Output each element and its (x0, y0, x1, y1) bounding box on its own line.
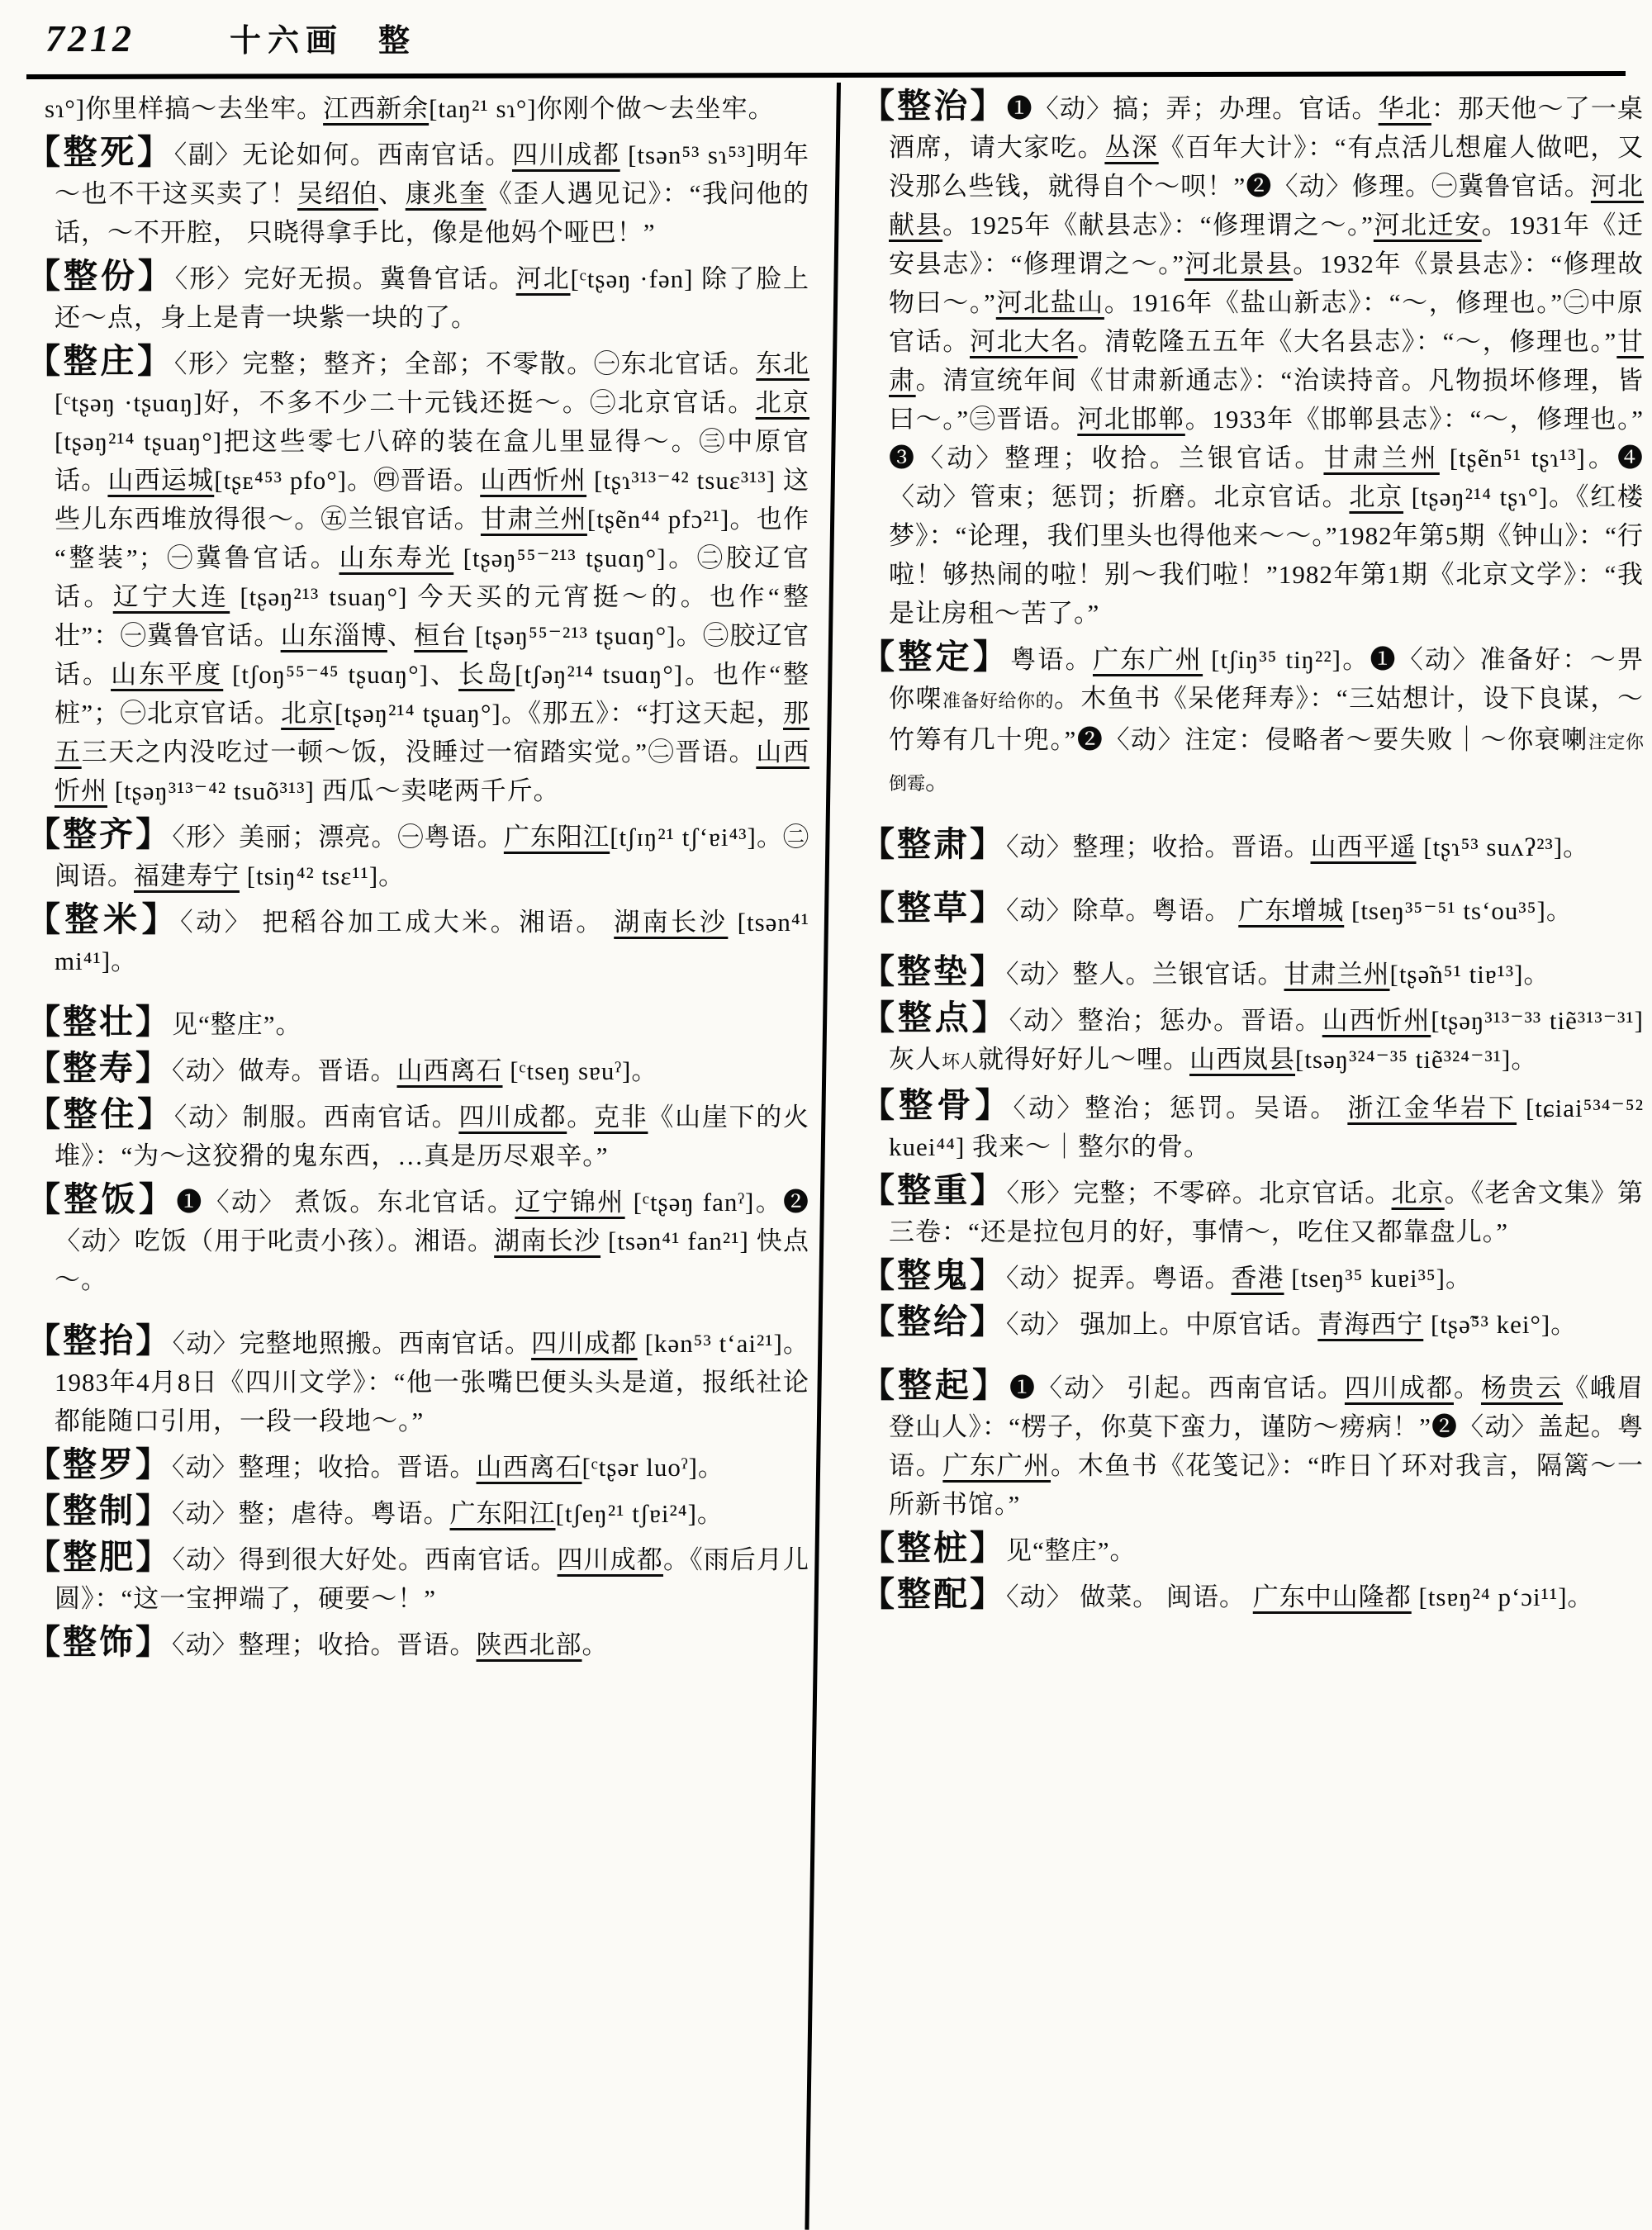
entry-text: [tsən⁴¹ fan²¹] 快点～。 (55, 1226, 810, 1294)
entry-headword: 【整死】 (26, 133, 174, 171)
entry-text: 〈动〉整人。兰银官话。 (1006, 960, 1284, 989)
entry-text: [tseŋ³⁵ kuɐi³⁵]。 (1284, 1264, 1472, 1293)
entry-text: [tʂə̃⁵³ kei°]。 (1423, 1310, 1578, 1339)
place-name: 杨贵云 (1480, 1374, 1564, 1402)
entry-text: [tʂəŋ³¹³⁻⁴² tsuõ³¹³] 西瓜～卖咾两千斤。 (107, 776, 560, 805)
place-name: 东北 (756, 349, 810, 378)
entry-text: [ᶜtseŋ sɐuˀ]。 (502, 1056, 658, 1085)
left-column (26, 89, 809, 1672)
page-header (45, 15, 410, 60)
entry-text: [tʂəŋ²¹⁴ tʂuaŋ°]。《那五》：“打这天起， (335, 699, 783, 728)
place-name: 山西离石 (476, 1453, 582, 1482)
entry-text: 。1925年《献县志》：“修理谓之～。” (942, 211, 1374, 240)
place-name: 广东增城 (1238, 896, 1345, 925)
entry-text: [tʂəŋ⁵⁵⁻²¹³ tʂuɑŋ°]。㊁胶辽官话。 (55, 621, 810, 689)
place-name: 河北盐山 (995, 288, 1104, 317)
entry-text: 。1933年《邯郸县志》：“～，修理也。”❸〈动〉整理；收拾。兰银官话。 (889, 405, 1644, 472)
place-name: 福建寿宁 (134, 861, 240, 890)
place-name: 桓台 (414, 621, 468, 650)
continuation-paragraph (26, 89, 809, 128)
entry-text: [tʂɿ³¹³⁻⁴² tsuɛ³¹³] 这些儿东西堆放得很～。㊄兰银官话。 (55, 466, 810, 534)
entry-headword: 【整鬼】 (861, 1256, 1006, 1294)
entry-text: 《百年大计》：“有点活儿想雇人做吧，又没那么些钱，就得自个～呗！”❷〈动〉修理。㊀冀鲁官话。 (889, 133, 1645, 201)
place-name: 辽宁锦州 (515, 1188, 625, 1217)
dictionary-entry (861, 1086, 1645, 1166)
entry-text: 。 (567, 1103, 594, 1132)
dictionary-entry (861, 640, 1644, 803)
entry-text: [ᶜtʂəŋ ·fən] 除了脸上还～点，身上是青一块紫一块的了。 (55, 264, 810, 332)
dictionary-entry (26, 344, 809, 810)
entry-text: [tʃoŋ⁵⁵⁻⁴⁵ tʂuɑŋ°]、 (223, 660, 459, 689)
dictionary-entry (861, 891, 1644, 930)
entry-text: 。清乾隆五五年《大名县志》：“～，修理也。” (1077, 327, 1617, 356)
entry-text: 。 (1453, 1374, 1481, 1402)
entry-text: [tʂəŋ²¹⁴ tʂuaŋ°]把这些零七八碎的装在盒儿里显得～。㊂中原官话。 (55, 427, 809, 495)
entry-text: 〈动〉整理；收拾。晋语。 (172, 1453, 477, 1482)
place-name: 陕西北部 (476, 1630, 582, 1659)
entry-text: [tɕiai⁵³⁴⁻⁵² kuei⁴⁴] 我来～｜整尔的骨。 (889, 1094, 1645, 1161)
entry-headword: 【整壮】 (26, 1003, 172, 1041)
entry-text: 〈动〉 强加上。中原官话。 (1006, 1310, 1318, 1339)
dictionary-entry (861, 825, 1644, 866)
entry-text: 见“整庄”。 (172, 1010, 302, 1039)
entry-text: ：那天他～了一桌酒席，请大家吃。 (889, 94, 1645, 162)
dictionary-entry (861, 1171, 1645, 1251)
entry-text: [tʃəŋ²¹⁴ tsuɑŋ°]。也作“整桩”；㊀北京官话。 (55, 660, 810, 728)
entry-text: [tʂɿ⁵³ suʌʔ²³]。 (1416, 833, 1590, 861)
entry-text: 见“整庄”。 (1006, 1536, 1137, 1565)
place-name: 浙江金华岩下 (1347, 1094, 1517, 1122)
right-column (861, 89, 1644, 1624)
dictionary-entry (26, 1445, 809, 1487)
dictionary-entry (26, 1540, 809, 1618)
place-name: 北京 (1391, 1179, 1445, 1208)
entry-text: 。木鱼书《花笺记》：“昨日丫环对我言，隔篱～一所新书馆。” (889, 1451, 1645, 1519)
entry-text: 。1931年《迁安县志》：“修理谓之～。” (889, 211, 1645, 278)
entry-headword: 【整米】 (26, 900, 181, 938)
entry-text: 〈动〉整理；收拾。晋语。 (1006, 833, 1311, 861)
dictionary-entry (861, 1366, 1645, 1524)
place-name: 山西离石 (396, 1056, 503, 1085)
place-name: 山东平度 (111, 660, 224, 689)
entry-text: [ᶜtʂəŋ fanˀ]。❷〈动〉吃饭（用于叱责小孩）。湘语。 (55, 1188, 810, 1255)
entry-text: 〈形〉完整；不零碎。北京官话。 (1006, 1179, 1392, 1208)
entry-text: 。《老舍文集》第三卷：“还是拉包月的好，事情～，吃住又都靠盘儿。” (889, 1179, 1645, 1246)
entry-text: 〈动〉整理；收拾。晋语。 (172, 1630, 477, 1659)
place-name: 湖南长沙 (614, 908, 729, 937)
dictionary-entry (861, 952, 1644, 994)
dictionary-entry (26, 259, 809, 337)
entry-headword: 【整垫】 (861, 952, 1006, 990)
place-name: 甘肃兰州 (480, 505, 587, 534)
entry-headword: 【整骨】 (861, 1086, 1014, 1124)
column-divider (805, 83, 841, 2230)
place-name: 四川成都 (1344, 1374, 1454, 1402)
dictionary-entry (26, 900, 810, 980)
place-name: 康兆奎 (405, 179, 487, 208)
entry-headword: 【整饰】 (26, 1623, 172, 1661)
header-rule (26, 71, 1626, 79)
entry-text: 〈动〉制服。西南官话。 (173, 1103, 459, 1132)
dictionary-entry (861, 1575, 1644, 1616)
place-name: 河北景县 (1184, 249, 1294, 278)
place-name: 山西忻州 (480, 466, 587, 495)
entry-headword: 【整抬】 (26, 1321, 173, 1359)
entry-text: 〈动〉整治；惩办。晋语。 (1009, 1006, 1322, 1035)
dictionary-entry (26, 1180, 810, 1299)
place-name: 山西忻州 (1322, 1006, 1431, 1035)
place-name: 甘肃兰州 (1284, 960, 1390, 989)
place-name: 江西新余 (323, 94, 430, 123)
entry-text: [tseŋ³⁵⁻⁵¹ ts‘ou³⁵]。 (1344, 896, 1573, 925)
place-name: 丛深 (1104, 133, 1159, 162)
entry-text: 《歪人遇见记》：“我问他的话，～不开腔， 只晓得拿手比，像是他妈个哑巴！” (55, 179, 810, 247)
entry-text: 粤语。 (1010, 645, 1093, 674)
entry-text: [tsiŋ⁴² tsɛ¹¹]。 (240, 861, 406, 890)
entry-text: [kən⁵³ t‘ai²¹]。1983年4月8日《四川文学》：“他一张嘴巴便头头是道，报纸社论都能随口引用，一段一段地～。” (55, 1329, 810, 1435)
entry-text: 〈动〉捉弄。粤语。 (1006, 1264, 1232, 1293)
entry-text: 。 (582, 1630, 609, 1659)
entry-text: [tʂẽn⁵¹ tʂɿ¹³]。❹〈动〉管束；惩罚；折磨。北京官话。 (889, 444, 1645, 511)
entry-text: 〈动〉 做菜。 闽语。 (1006, 1582, 1253, 1611)
gloss-annotation: 准备好给你的 (942, 690, 1054, 711)
entry-text: 《山崖下的火堆》：“为～这狡猾的鬼东西，…真是历尽艰辛。” (55, 1103, 810, 1170)
place-name: 那五 (55, 699, 809, 766)
entry-text: [ᶜtʂər luoˀ]。 (582, 1453, 724, 1482)
page-number: 7212 (45, 17, 135, 59)
place-name: 北京 (755, 388, 810, 417)
place-name: 四川成都 (511, 140, 620, 169)
place-name: 华北 (1378, 94, 1431, 123)
entry-text: 、 (378, 179, 406, 208)
entry-headword: 【整寿】 (26, 1049, 172, 1087)
entry-headword: 【整饭】 (26, 1180, 177, 1218)
entry-text: [tʂəŋ⁵⁵⁻²¹³ tʂuɑŋ°]。㊁胶辽官话。 (55, 543, 809, 611)
entry-headword: 【整肃】 (861, 825, 1006, 863)
entry-text: 〈形〉完好无损。冀鲁官话。 (174, 264, 516, 293)
place-name: 四川成都 (531, 1329, 638, 1358)
place-name: 广东中山隆都 (1252, 1582, 1412, 1611)
entry-headword: 【整份】 (26, 257, 175, 295)
place-name: 河北献县 (889, 172, 1645, 240)
place-name: 甘肃 (889, 327, 1644, 395)
entry-text: 。木鱼书《呆佬拜寿》：“三姑想计，设下良谋，～竹筹有几十兜。”❷〈动〉注定：侵略者～要失败｜～你衰喇 (889, 684, 1644, 754)
place-name: 广东阳江 (449, 1499, 556, 1528)
dictionary-entry (861, 89, 1644, 633)
section-head-character: 整 (378, 24, 411, 59)
place-name: 四川成都 (557, 1545, 663, 1574)
place-name: 河北大名 (970, 327, 1078, 356)
place-name: 河北迁安 (1373, 211, 1482, 240)
place-name: 广东广州 (942, 1451, 1051, 1480)
entry-text: 〈动〉除草。粤语。 (1006, 896, 1239, 925)
entry-headword: 【整庄】 (26, 342, 174, 380)
dictionary-entry (26, 1625, 809, 1664)
entry-headword: 【整草】 (861, 889, 1006, 927)
entry-text: 〈副〉无论如何。西南官话。 (173, 140, 512, 169)
gloss-annotation: 注定你倒霉 (889, 732, 1644, 794)
entry-text: 〈动〉 把稻谷加工成大米。湘语。 (180, 908, 615, 937)
entry-text: ❶〈动〉 煮饭。东北官话。 (176, 1188, 515, 1217)
entry-text: [tʂə̃n⁵¹ tiɐ¹³]。 (1389, 960, 1550, 989)
entry-text: [tʂəŋ³¹³⁻³³ tiẽ³¹³⁻³¹] 灰人 (889, 1006, 1645, 1074)
entry-text: 就得好好儿～哩。 (978, 1045, 1190, 1074)
place-name: 北京 (1349, 482, 1404, 511)
entry-text: [tʃiŋ³⁵ tiŋ²²]。❶〈动〉准备好：～畀你㗎 (889, 645, 1645, 713)
entry-text: [tʂəŋ²¹³ tsuaŋ°] 今天买的元宵挺～的。也作“整壮”：㊀冀鲁官话。 (55, 582, 810, 650)
entry-text: [tʃɪŋ²¹ tʃ‘ɐi⁴³]。㊁闽语。 (55, 823, 810, 890)
entry-headword: 【整住】 (26, 1095, 174, 1133)
entry-text: [tʂᴇ⁴⁵³ pfo°]。㊃晋语。 (214, 466, 481, 495)
place-name: 辽宁大连 (112, 582, 230, 611)
dictionary-entry (26, 1005, 809, 1044)
place-name: 山东寿光 (339, 543, 454, 572)
entry-headword: 【整治】 (861, 87, 1007, 125)
entry-text: [tsən⁵³ sɿ⁵³]明年～也不干这买卖了！ (55, 140, 810, 208)
entry-text: 〈动〉做寿。晋语。 (172, 1056, 397, 1085)
entry-text: [tʂẽn⁴⁴ pfɔ²¹]。也作“整装”；㊀冀鲁官话。 (55, 505, 810, 572)
entry-text: [tsɐŋ²⁴ p‘ɔi¹¹]。 (1411, 1582, 1594, 1611)
stroke-count-section: 十六画 (230, 24, 344, 59)
place-name: 河北 (515, 264, 571, 293)
dictionary-entry (861, 1302, 1644, 1344)
dictionary-entry (26, 1494, 809, 1533)
entry-text: [tʃeŋ²¹ tʃɐi²⁴]。 (555, 1499, 724, 1528)
dictionary-entry (861, 1256, 1644, 1298)
place-name: 山西岚县 (1189, 1045, 1296, 1074)
place-name: 长岛 (458, 660, 515, 689)
place-name: 广东阳江 (503, 823, 610, 852)
entry-headword: 【整罗】 (26, 1445, 172, 1483)
entry-headword: 【整制】 (26, 1492, 172, 1530)
entry-headword: 【整起】 (861, 1366, 1010, 1404)
place-name: 湖南长沙 (494, 1226, 601, 1255)
entry-text: ❶〈动〉 引起。西南官话。 (1009, 1374, 1345, 1402)
entry-text: [tsəŋ³²⁴⁻³⁵ tiẽ³²⁴⁻³¹]。 (1295, 1045, 1538, 1074)
place-name: 山东淄博 (280, 621, 387, 650)
entry-text: 《峨眉登山人》：“楞子，你莫下蛮力，谨防～痨病！”❷〈动〉盖起。粤语。 (889, 1374, 1645, 1480)
entry-headword: 【整桩】 (861, 1529, 1006, 1567)
entry-text: [ᶜtʂəŋ ·tʂuɑŋ]好，不多不少二十元钱还挺～。㊁北京官话。 (55, 388, 756, 417)
dictionary-entry (861, 1531, 1644, 1570)
dictionary-entry (26, 1095, 810, 1175)
dictionary-entry (26, 135, 809, 252)
place-name: 甘肃兰州 (1323, 444, 1440, 472)
entry-headword: 【整给】 (861, 1302, 1006, 1340)
entry-text: 〈动〉完整地照搬。西南官话。 (172, 1329, 532, 1358)
dictionary-entry (861, 1001, 1644, 1081)
entry-headword: 【整肥】 (26, 1538, 173, 1576)
gloss-annotation: 坏人 (942, 1051, 979, 1072)
entry-text: 。清宣统年间《甘肃新通志》：“治读持音。凡物损坏修理，皆曰～。”㊂晋语。 (889, 366, 1644, 434)
entry-text: 、 (387, 621, 415, 650)
entry-text: [tsən⁴¹ mi⁴¹]。 (55, 908, 810, 975)
place-name: 四川成都 (458, 1103, 567, 1132)
dictionary-entry (26, 1051, 809, 1090)
entry-headword: 【整定】 (861, 638, 1011, 676)
entry-text: 〈动〉得到很大好处。西南官话。 (172, 1545, 558, 1574)
entry-text: 〈动〉整；虐待。粤语。 (172, 1499, 450, 1528)
entry-headword: 【整点】 (861, 999, 1009, 1037)
dictionary-entry (26, 815, 810, 895)
dictionary-entry (26, 1321, 810, 1440)
entry-text: 〈形〉完整；整齐；全部；不零散。㊀东北官话。 (173, 349, 757, 378)
place-name: 山西忻州 (55, 738, 809, 805)
entry-text: 。《雨后月儿圆》：“这一宝押端了，硬要～！” (55, 1545, 810, 1613)
entry-text: sɿ°]你里样搞～去坐牢。 (45, 94, 324, 123)
entry-text: ❶〈动〉搞；弄；办理。官话。 (1006, 94, 1379, 123)
place-name: 青海西宁 (1317, 1310, 1424, 1339)
place-name: 山西运城 (107, 466, 215, 495)
entry-headword: 【整重】 (861, 1171, 1007, 1209)
place-name: 广东广州 (1092, 645, 1203, 674)
entry-text: 。1932年《景县志》：“修理故物曰～。” (889, 249, 1644, 317)
entry-text: 三天之内没吃过一顿～饭，没睡过一宿踏实觉。”㊁晋语。 (81, 738, 757, 766)
entry-text: [tʂəŋ²¹⁴ tʂɿ°]。《红楼梦》：“论理，我们里头也得他来～～。”1982年第5期《钟山》：“行啦！够热闹的啦！别～我们啦！”1982年第1期《北京文学》：“我是让房租～苦了。” (889, 482, 1645, 628)
entry-text: 。1916年《盐山新志》：“～，修理也。”㊁中原官话。 (889, 288, 1644, 356)
place-name: 吴绍伯 (297, 179, 379, 208)
place-name: 克非 (593, 1103, 648, 1132)
entry-text: 〈动〉整治；惩罚。吴语。 (1013, 1094, 1348, 1122)
place-name: 香港 (1231, 1264, 1284, 1293)
entry-text: [taŋ²¹ sɿ°]你刚个做～去坐牢。 (429, 94, 775, 123)
entry-text: 。 (925, 766, 952, 795)
entry-text: 〈形〉美丽；漂亮。㊀粤语。 (172, 823, 504, 852)
place-name: 河北邯郸 (1077, 405, 1185, 434)
entry-headword: 【整齐】 (26, 815, 173, 853)
place-name: 山西平遥 (1310, 833, 1417, 861)
entry-headword: 【整配】 (861, 1575, 1006, 1613)
place-name: 北京 (281, 699, 335, 728)
